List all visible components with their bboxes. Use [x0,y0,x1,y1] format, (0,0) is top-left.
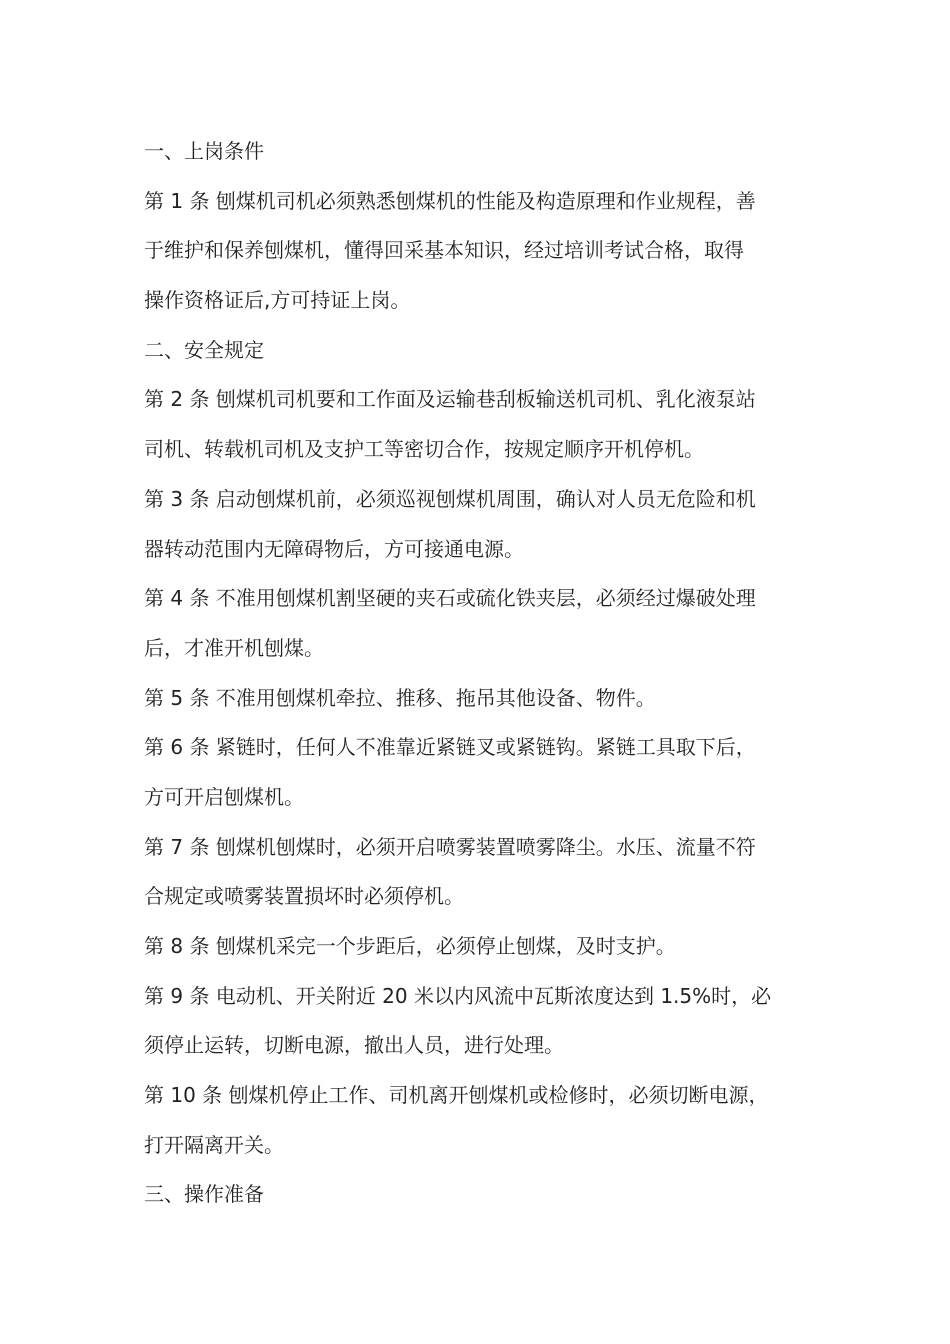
text-line: 器转动范围内无障碍物后，方可接通电源。 [144,536,524,561]
text-line: 后，才准开机刨煤。 [144,635,324,660]
text-line: 第 5 条 不准用刨煤机牵拉、推移、拖吊其他设备、物件。 [144,685,656,710]
text-line: 司机、转载机司机及支护工等密切合作，按规定顺序开机停机。 [144,437,704,462]
text-line: 第 1 条 刨煤机司机必须熟悉刨煤机的性能及构造原理和作业规程，善 [144,188,756,213]
text-line: 须停止运转，切断电源，撤出人员，进行处理。 [144,1033,564,1058]
text-line: 于维护和保养刨煤机，懂得回采基本知识，经过培训考试合格，取得 [144,238,744,263]
text-line: 打开隔离开关。 [144,1132,284,1157]
section-heading-3: 三、操作准备 [144,1182,264,1207]
text-line: 第 7 条 刨煤机刨煤时，必须开启喷雾装置喷雾降尘。水压、流量不符 [144,834,756,859]
text-line: 第 9 条 电动机、开关附近 20 米以内风流中瓦斯浓度达到 1.5%时，必 [144,983,772,1008]
text-line: 第 6 条 紧链时，任何人不准靠近紧链叉或紧链钩。紧链工具取下后， [144,735,756,760]
text-line: 第 10 条 刨煤机停止工作、司机离开刨煤机或检修时，必须切断电源， [144,1083,769,1108]
text-line: 合规定或喷雾装置损坏时必须停机。 [144,884,464,909]
section-heading-2: 二、安全规定 [144,337,264,362]
section-heading-1: 一、上岗条件 [144,139,264,163]
text-line: 第 2 条 刨煤机司机要和工作面及运输巷刮板输送机司机、乳化液泵站 [144,387,756,412]
document-body [144,127,834,1220]
text-line: 第 4 条 不准用刨煤机割坚硬的夹石或硫化铁夹层，必须经过爆破处理 [144,586,756,611]
text-line: 操作资格证后,方可持证上岗。 [144,288,411,313]
text-line: 方可开启刨煤机。 [144,784,304,809]
text-line: 第 3 条 启动刨煤机前，必须巡视刨煤机周围，确认对人员无危险和机 [144,486,756,511]
text-line: 第 8 条 刨煤机采完一个步距后，必须停止刨煤，及时支护。 [144,934,676,958]
